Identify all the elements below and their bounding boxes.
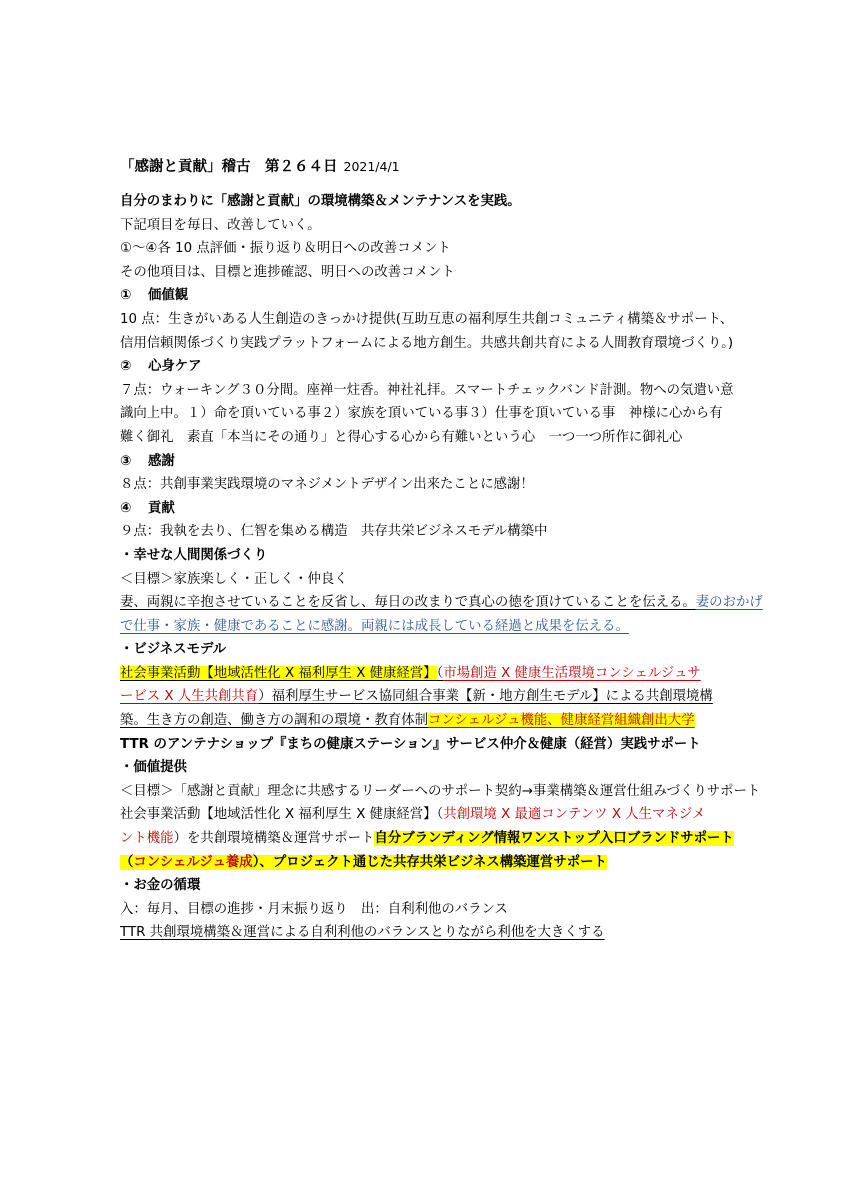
business-line-1b: （ [436, 665, 444, 681]
money-line-2-text: TTR 共創環境構築＆運営による自利利他のバランスとりながら利他を大きくする [120, 925, 605, 941]
business-line-2b: ）福利厚生サービス協同組合事業【新・地方創生モデル】による共創環境構 [258, 689, 713, 705]
section-care-title: 心身ケア [148, 359, 202, 375]
value-line-1 [120, 803, 734, 827]
business-line-2 [120, 685, 734, 709]
business-line-1a: 社会事業活動【地域活性化 X 福利厚生 X 健康経営】 [120, 665, 437, 681]
relations-line-1b: 妻のおかげ [695, 595, 763, 611]
intro-line-3: その他項目は、目標と進捗確認、明日への改善コメント [120, 264, 455, 280]
section-care-line-2: 識向上中。１）命を頂いている事２）家族を頂いている事３）仕事を頂いている事 神様に心から有 [120, 406, 723, 422]
relations-goal: ＜目標＞家族楽しく・正しく・仲良く [120, 571, 348, 587]
value-goal: ＜目標＞「感謝と貢献」理念に共感するリーダーへのサポート契約→事業構築＆運営仕組みづくりサポート [120, 783, 761, 799]
value-heading: ・価値提供 [120, 760, 187, 776]
section-contribution-heading [120, 497, 734, 521]
value-line-1a: 社会事業活動【地域活性化 X 福利厚生 X 健康経営】（ [120, 807, 444, 823]
business-line-3b: コンシェルジュ機能、健康経営組織創出大学 [427, 713, 695, 729]
section-gratitude-line-1: ８点：共創事業実践環境のマネジメントデザイン出来たことに感謝！ [120, 477, 534, 493]
section-values-line-1: 10 点：生きがいある人生創造のきっかけ提供(互助互恵の福利厚生共創コミュニティ構築＆サポート、 [120, 311, 734, 327]
business-heading: ・ビジネスモデル [120, 642, 227, 658]
money-heading: ・お金の循環 [120, 878, 201, 894]
section-values-number: ① [120, 288, 132, 304]
money-line-2 [120, 921, 734, 945]
section-values-title: 価値観 [148, 288, 189, 304]
section-care-number: ② [120, 359, 132, 375]
section-contribution-number: ④ [120, 500, 132, 516]
value-line-2a: ント機能 [120, 831, 174, 847]
intro-line-1: 下記項目を毎日、改善していく。 [120, 217, 321, 233]
relations-heading: ・幸せな人間関係づくり [120, 547, 268, 563]
section-contribution-title: 貢献 [148, 500, 175, 516]
document-body [120, 156, 763, 945]
value-line-1b: 共創環境 X 最適コンテンツ X 人生マネジメ [443, 807, 706, 823]
title-text: 「感謝と貢献」稽古 第２６４日 [120, 159, 338, 175]
value-line-3b: コンシェルジュ養成 [133, 854, 253, 870]
money-line-1: 入：毎月、目標の進捗・月末振り返り 出：自利利他のバランス [120, 901, 508, 917]
section-contribution-line-1: ９点：我執を去り、仁智を集める構造 共存共栄ビジネスモデル構築中 [120, 524, 548, 540]
value-line-3a: （ [120, 854, 134, 870]
relations-line-2-text: で仕事・家族・健康であることに感謝。両親には成長している経過と成果を伝える。 [120, 618, 629, 634]
section-values-line-2: 信用信頼関係づくり実践プラットフォームによる地方創生。共感共創共育による人間教育環境づくり。) [120, 335, 734, 351]
relations-line-1a: 妻、両親に辛抱させていることを反省し、毎日の改まりで真心の徳を頂けていることを伝える。 [120, 595, 696, 611]
intro-line-2: ①～④各 10 点評価・振り返り＆明日への改善コメント [120, 241, 451, 257]
relations-line-2 [120, 615, 734, 639]
business-line-1 [120, 662, 734, 686]
relations-line-1 [120, 591, 763, 615]
business-line-4: TTR のアンテナショップ『まちの健康ステーション』サービス仲介＆健康（経営）実践サポート [120, 736, 701, 752]
section-gratitude-number: ③ [120, 453, 132, 469]
section-care-line-1: ７点：ウォーキング３０分間。座禅一炷香。神社礼拝。スマートチェックバンド計測。物への気遣い意 [120, 382, 734, 398]
intro-section [120, 190, 763, 945]
value-line-2 [120, 827, 734, 851]
business-line-2a: ービス X 人生共創共育 [120, 689, 259, 705]
intro-lead: 自分のまわりに「感謝と貢献」の環境構築＆メンテナンスを実践。 [120, 194, 521, 209]
section-gratitude-heading [120, 450, 734, 474]
business-line-3a: 築。生き方の創造、働き方の調和の環境・教育体制 [120, 713, 428, 729]
value-line-2b: ）を共創環境構築＆運営サポート [173, 831, 375, 847]
business-line-1c: 市場創造 X 健康生活環境コンシェルジュサ [443, 665, 701, 681]
value-line-2c: 自分ブランディング情報ワンストップ入口ブランドサポート [374, 831, 734, 847]
page-title [120, 156, 734, 178]
section-gratitude-title: 感謝 [148, 453, 175, 469]
section-values-heading [120, 284, 734, 308]
business-line-3 [120, 709, 734, 733]
title-date: 2021/4/1 [343, 159, 400, 174]
value-line-3 [120, 851, 734, 875]
value-line-3c: ）、プロジェクト通じた共存共栄ビジネス構築運営サポート [252, 854, 607, 870]
section-care-heading [120, 355, 734, 379]
section-care-line-3: 難く御礼 素直「本当にその通り」と得心する心から有難いという心 一つ一つ所作に御礼心 [120, 429, 683, 445]
